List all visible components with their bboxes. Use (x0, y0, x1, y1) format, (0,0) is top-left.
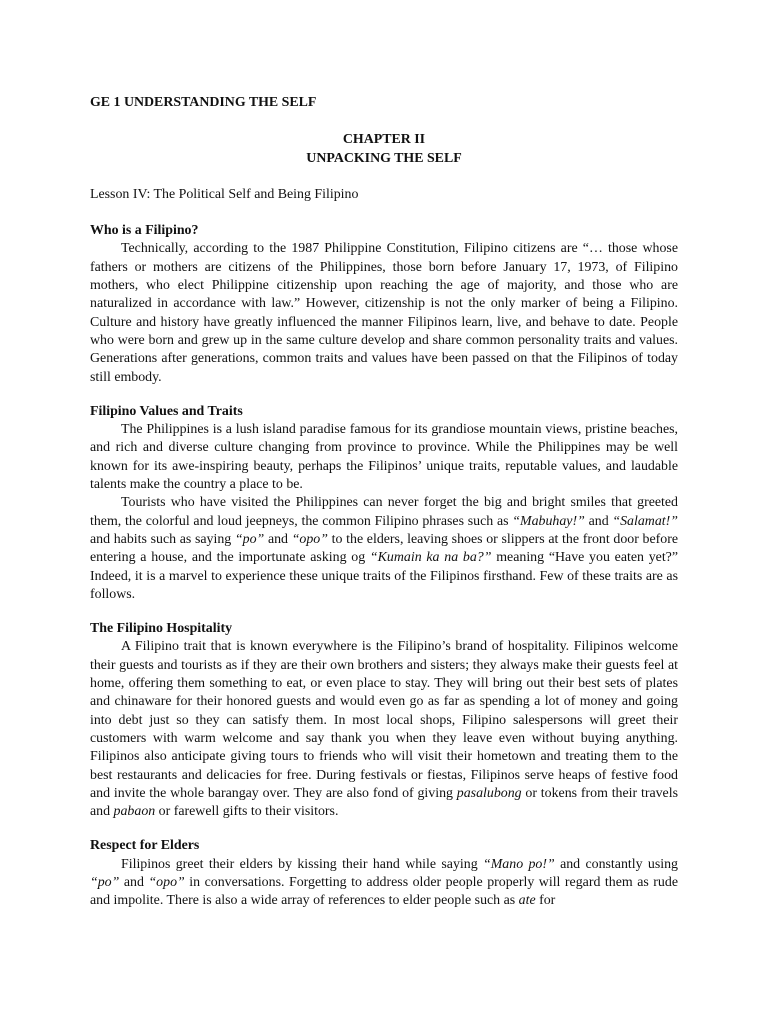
italic-phrase: pabaon (113, 804, 156, 820)
text-run: for (535, 893, 556, 909)
italic-phrase: “Kumain ka na ba?” (369, 550, 492, 566)
italic-phrase: ate (518, 893, 536, 909)
text-run: or tokens from their travels and (90, 785, 678, 820)
section-heading: Filipino Values and Traits (90, 403, 243, 419)
text-run: or farewell gifts to their visitors. (155, 804, 339, 820)
section-heading: Respect for Elders (90, 838, 200, 854)
italic-phrase: pasalubong (456, 785, 522, 801)
text-run: The Philippines is a lush island paradise famous for its grandiose mountain views, pristine beaches, and rich and diverse culture changing from province to province. While the Philippines may be well known for its awe-inspiring beauty, perhaps the Filipinos’ unique traits, reputable values, and laudable talents make the country a place to be. (90, 422, 678, 493)
text-run: Filipinos greet their elders by kissing their hand while saying (121, 856, 484, 872)
text-run: and (584, 513, 613, 529)
body-paragraph (90, 856, 678, 911)
body-paragraph (90, 638, 678, 821)
text-run: and habits such as saying (90, 531, 235, 547)
italic-phrase: “opo” (291, 531, 328, 547)
text-run: and (264, 531, 292, 547)
text-run: Technically, according to the 1987 Philippine Constitution, Filipino citizens are “… those whose fathers or mothers are citizens of the Philippines, those born before January 17, 1973, of Filipino mothers, who elect Philippine citizenship upon reaching the age of majority, and those who are naturalized in accordance with law.” However, citizenship is not the only marker of being a Filipino. Culture and history have greatly influenced the manner Filipinos learn, live, and behave to date. People who were born and grew up in the same culture develop and share common personality traits and values. Generations after generations, common traits and values have been passed on that the Filipinos of today still embody. (90, 241, 678, 385)
course-title: GE 1 UNDERSTANDING THE SELF (90, 95, 317, 110)
lesson-title: Lesson IV: The Political Self and Being Filipino (90, 186, 359, 202)
text-run: and constantly using (554, 856, 678, 872)
section-heading: Who is a Filipino? (90, 223, 199, 239)
italic-phrase: “Mano po!” (483, 856, 555, 872)
section-heading: The Filipino Hospitality (90, 621, 233, 637)
italic-phrase: “Salamat!” (612, 513, 678, 529)
text-run: A Filipino trait that is known everywhere is the Filipino’s brand of hospitality. Filipinos welcome their guests and tourists as if they are their own brothers and sisters; they always make their guests feel at home, offering them something to eat, or even place to stay. They will bring out their best sets of plates and chinaware for their honored guests and would even go as far as spending a lot of money and going into debt just so they can satisfy them. In most local shops, Filipino salespersons will greet their customers with warm welcome and say thank you when they leave even without buying anything. Filipinos also anticipate giving tours to friends who will visit their hometown and treating them to the best restaurants and delicacies for free. During festivals or fiestas, Filipinos serve heaps of festive food and invite the whole barangay over. They are also fond of giving (90, 639, 678, 801)
section (90, 620, 678, 821)
body-paragraph (90, 494, 678, 604)
section (90, 403, 678, 604)
text-run: in conversations. Forgetting to address older people properly will regard them as rude and impolite. There is also a wide array of references to elder people such as (90, 874, 678, 909)
text-run: Tourists who have visited the Philippines can never forget the big and bright smiles that greeted them, the colorful and loud jeepneys, the common Filipino phrases such as (90, 495, 678, 529)
chapter-number: CHAPTER II (342, 132, 426, 148)
text-run: meaning “Have you eaten yet?” Indeed, it is a marvel to experience these unique traits of the Filipinos firsthand. Few of these traits are as follows. (90, 550, 679, 602)
italic-phrase: “po” (234, 531, 265, 547)
chapter-title: UNPACKING THE SELF (306, 150, 462, 166)
section (90, 837, 678, 910)
italic-phrase: “po” (90, 874, 120, 890)
section (90, 222, 678, 387)
body-paragraph (90, 421, 678, 494)
italic-phrase: “opo” (148, 874, 185, 890)
italic-phrase: “Mabuhay!” (512, 513, 585, 529)
page-content (90, 94, 678, 911)
sections-container (90, 222, 678, 910)
body-paragraph (90, 240, 678, 386)
text-run: to the elders, leaving shoes or slippers at the front door before entering a house, and the importunate asking og (90, 531, 678, 566)
text-run: and (119, 874, 149, 890)
chapter-heading (90, 131, 678, 168)
